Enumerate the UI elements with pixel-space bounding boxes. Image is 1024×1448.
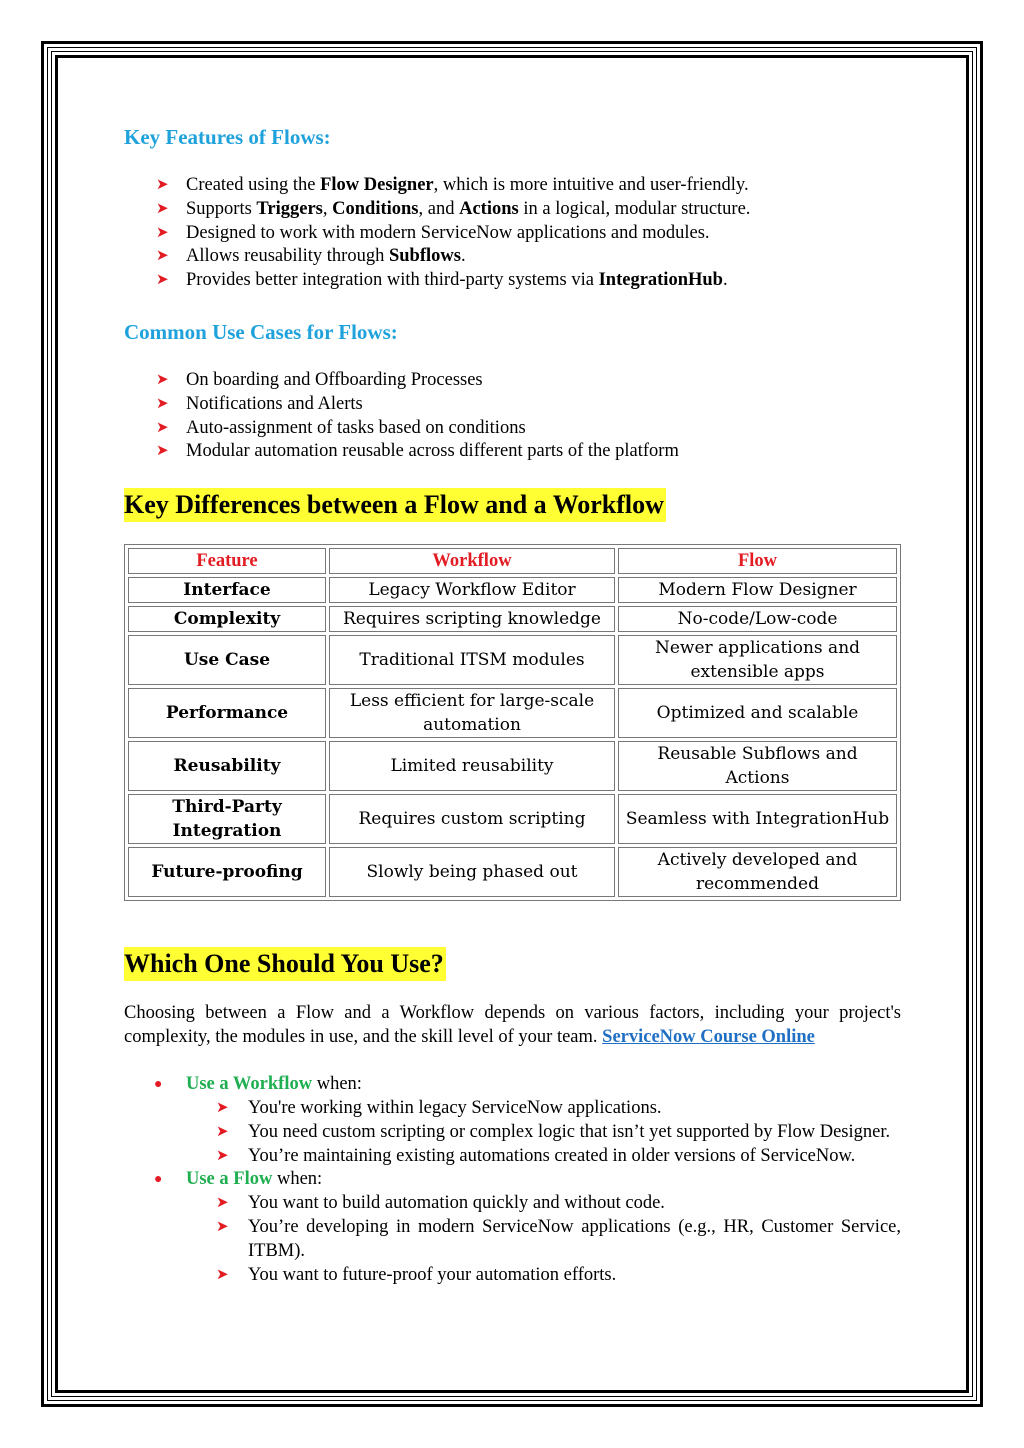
table-row xyxy=(128,847,897,897)
key-features-heading: Key Features of Flows: xyxy=(124,125,331,149)
table-cell: Interface xyxy=(128,577,326,603)
list-item: ● Use a Workflow when: ➤ You're working within legacy ServiceNow applications. ➤ You need custom scripting or complex logic that isn’t yet supported by Flow Designer. ➤ You’re maintaining existing automations created in older versions of ServiceNow. xyxy=(124,1073,901,1168)
table-cell: Seamless with IntegrationHub xyxy=(618,794,897,844)
list-item: ➤ You're working within legacy ServiceNow applications. xyxy=(186,1097,901,1121)
arrow-icon: ➤ xyxy=(156,419,169,436)
use-cases-list xyxy=(124,369,901,464)
table-row xyxy=(128,794,897,844)
table-row xyxy=(128,606,897,632)
table-row xyxy=(128,688,897,738)
comparison-table xyxy=(124,544,901,901)
table-cell: Modern Flow Designer xyxy=(618,577,897,603)
list-item: ➤ Provides better integration with third-party systems via IntegrationHub. xyxy=(124,269,901,293)
list-item: ➤ Allows reusability through Subflows. xyxy=(124,245,901,269)
use-cases-heading: Common Use Cases for Flows: xyxy=(124,319,398,344)
arrow-icon: ➤ xyxy=(216,1218,229,1235)
column-header: Feature xyxy=(128,548,326,574)
arrow-icon: ➤ xyxy=(156,371,169,388)
list-item: ➤ On boarding and Offboarding Processes xyxy=(124,369,901,393)
servicenow-course-link[interactable]: ServiceNow Course Online xyxy=(602,1027,815,1048)
list-item: ➤ Created using the Flow Designer, which is more intuitive and user-friendly. xyxy=(124,174,901,198)
list-item: ➤ You want to future-proof your automation efforts. xyxy=(186,1264,901,1288)
table-cell: Requires scripting knowledge xyxy=(329,606,615,632)
page-content xyxy=(124,122,901,1287)
arrow-icon: ➤ xyxy=(156,443,169,460)
arrow-icon: ➤ xyxy=(216,1099,229,1116)
list-item: ➤ Designed to work with modern ServiceNow applications and modules. xyxy=(124,222,901,246)
list-item: ➤ You’re maintaining existing automations created in older versions of ServiceNow. xyxy=(186,1145,901,1169)
list-item: ➤ Notifications and Alerts xyxy=(124,393,901,417)
arrow-icon: ➤ xyxy=(156,272,169,289)
table-cell: Performance xyxy=(128,688,326,738)
table-cell: Use Case xyxy=(128,635,326,685)
table-cell: Legacy Workflow Editor xyxy=(329,577,615,603)
table-cell: Requires custom scripting xyxy=(329,794,615,844)
list-item: ➤ Auto-assignment of tasks based on conditions xyxy=(124,417,901,441)
bullet-icon: ● xyxy=(154,1172,163,1188)
differences-heading: Key Differences between a Flow and a Workflow xyxy=(124,488,666,522)
key-features-list xyxy=(124,174,901,293)
table-header-row xyxy=(128,548,897,574)
table-cell: Limited reusability xyxy=(329,741,615,791)
table-cell: Less efficient for large-scale automation xyxy=(329,688,615,738)
arrow-icon: ➤ xyxy=(216,1147,229,1164)
table-cell: Actively developed and recommended xyxy=(618,847,897,897)
table-cell: Third-Party Integration xyxy=(128,794,326,844)
table-cell: Reusable Subflows and Actions xyxy=(618,741,897,791)
arrow-icon: ➤ xyxy=(156,395,169,412)
which-paragraph: Choosing between a Flow and a Workflow depends on various factors, including your project's complexity, the modules in use, and the skill level of your team. ServiceNow Course Online xyxy=(124,1003,901,1048)
list-item: ➤ Modular automation reusable across different parts of the platform xyxy=(124,440,901,464)
flow-sublist xyxy=(186,1192,901,1287)
table-cell: Future-proofing xyxy=(128,847,326,897)
arrow-icon: ➤ xyxy=(156,177,169,193)
table-row xyxy=(128,577,897,603)
arrow-icon: ➤ xyxy=(156,224,169,241)
column-header: Flow xyxy=(618,548,897,574)
arrow-icon: ➤ xyxy=(216,1266,229,1283)
column-header: Workflow xyxy=(329,548,615,574)
which-heading: Which One Should You Use? xyxy=(124,947,446,981)
table-cell: No-code/Low-code xyxy=(618,606,897,632)
table-cell: Reusability xyxy=(128,741,326,791)
recommendation-list xyxy=(124,1073,901,1287)
list-item: ● Use a Flow when: ➤ You want to build automation quickly and without code. ➤ You’re developing in modern ServiceNow applications (e.g., HR, Customer Service, ITBM). ➤ You want to future-proof your automation efforts. xyxy=(124,1168,901,1287)
bullet-icon: ● xyxy=(154,1077,163,1093)
list-item: ➤ You want to build automation quickly and without code. xyxy=(186,1192,901,1216)
table-row xyxy=(128,741,897,791)
list-item: ➤ Supports Triggers, Conditions, and Actions in a logical, modular structure. xyxy=(124,198,901,222)
arrow-icon: ➤ xyxy=(216,1123,229,1140)
workflow-sublist xyxy=(186,1097,901,1168)
list-item: ➤ You’re developing in modern ServiceNow applications (e.g., HR, Customer Service, ITBM). xyxy=(216,1216,901,1261)
arrow-icon: ➤ xyxy=(156,200,169,217)
table-cell: Newer applications and extensible apps xyxy=(618,635,897,685)
table-cell: Slowly being phased out xyxy=(329,847,615,897)
table-cell: Traditional ITSM modules xyxy=(329,635,615,685)
table-cell: Complexity xyxy=(128,606,326,632)
arrow-icon: ➤ xyxy=(156,248,169,265)
list-item: ➤ You need custom scripting or complex logic that isn’t yet supported by Flow Designer. xyxy=(186,1121,901,1145)
table-row xyxy=(128,635,897,685)
table-cell: Optimized and scalable xyxy=(618,688,897,738)
arrow-icon: ➤ xyxy=(216,1195,229,1212)
